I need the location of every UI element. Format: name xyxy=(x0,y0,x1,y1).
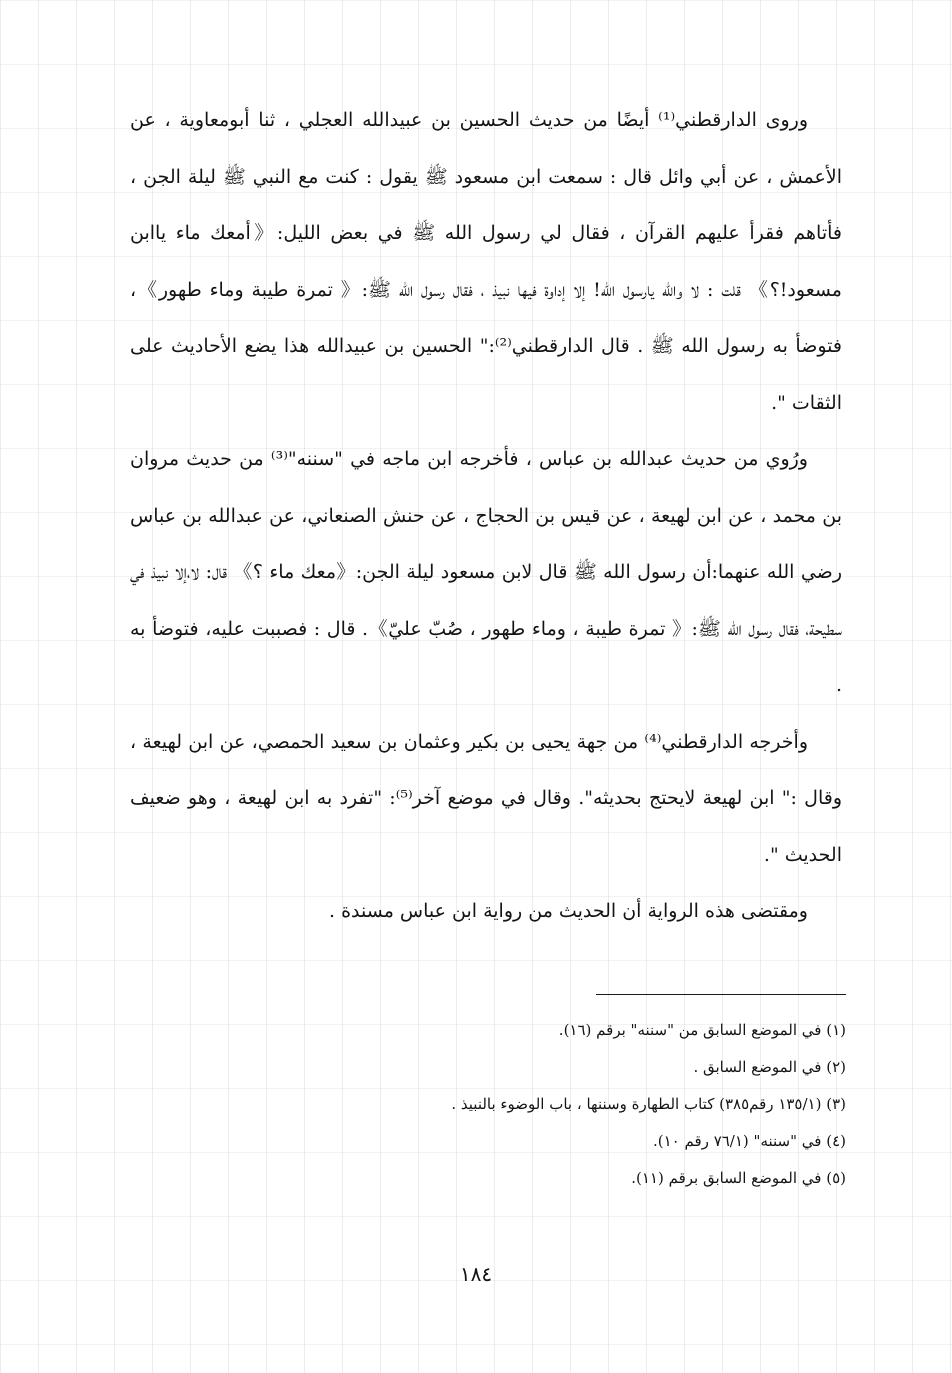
footnotes xyxy=(130,1012,846,1197)
paragraph-1: وروى الدارقطني⁽¹⁾ أيضًا من حديث الحسين بن عبيدالله العجلي ، ثنا أبومعاوية ، عن الأعمش ، عن أبي وائل قال : سمعت ابن مسعود ﷺ يقول : كنت مع النبي ﷺ ليلة الجن ، فأتاهم فقرأ عليهم القرآن ، فقال لي رسول الله ﷺ في بعض الليل:《أمعك ماء ياابن مسعود!؟》 قلت : لا والله يارسول الله! إلا إداوة فيها نبيذ ، فقال رسول الله ﷺ:《 تمرة طيبة وماء طهور》، فتوضأ به رسول الله ﷺ . قال الدارقطني⁽²⁾:" الحسين بن عبيدالله هذا يضع الأحاديث على الثقات ". xyxy=(130,109,842,414)
footnote-4: (٤) في "سننه" (٧٦/١ رقم ١٠). xyxy=(653,1132,846,1150)
paragraph-2: ورُوي من حديث عبدالله بن عباس ، فأخرجه ابن ماجه في "سننه"⁽³⁾ من حديث مروان بن محمد ، عن ابن لهيعة ، عن قيس بن الحجاج ، عن حنش الصنعاني، عن عبدالله بن عباس رضي الله عنهما:أن رسول الله ﷺ قال لابن مسعود ليلة الجن:《معك ماء ؟》 قال: لا،إلا نبيذ في سطيحة، فقال رسول الله ﷺ:《 تمرة طيبة ، وماء طهور ، صُبّ عليّ》. قال : فصببت عليه، فتوضأ به . xyxy=(130,448,842,696)
footnote-separator xyxy=(596,994,846,995)
footnote-3: (٣) (١٣٥/١ رقم٣٨٥) كتاب الطهارة وسننها ، باب الوضوء بالنبيذ . xyxy=(451,1095,846,1113)
paragraph-4: ومقتضى هذه الرواية أن الحديث من رواية ابن عباس مسندة . xyxy=(329,900,808,922)
footnote-1: (١) في الموضع السابق من "سننه" برقم (١٦). xyxy=(558,1021,846,1039)
page-number: ١٨٤ xyxy=(459,1262,493,1286)
paragraph-3: وأخرجه الدارقطني⁽⁴⁾ من جهة يحيى بن بكير وعثمان بن سعيد الحمصي، عن ابن لهيعة ، وقال :" ابن لهيعة لايحتج بحديثه". وقال في موضع آخر⁽⁵⁾: "تفرد به ابن لهيعة ، وهو ضعيف الحديث ". xyxy=(130,730,842,866)
main-text xyxy=(130,92,842,940)
footnote-5: (٥) في الموضع السابق برقم (١١). xyxy=(631,1169,846,1187)
footnote-2: (٢) في الموضع السابق . xyxy=(693,1058,846,1076)
